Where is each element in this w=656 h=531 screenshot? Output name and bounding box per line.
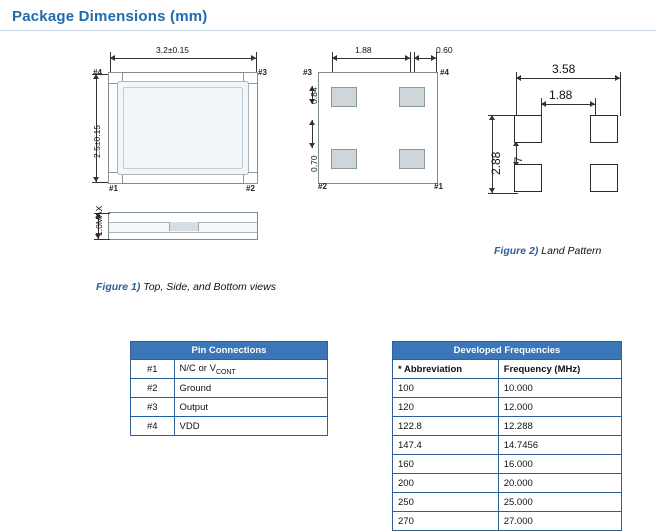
side-view-height-ext-bottom (94, 239, 110, 240)
freq-value: 14.7456 (498, 436, 621, 455)
freq-value: 10.000 (498, 379, 621, 398)
freq-abbreviation: 250 (393, 493, 499, 512)
figure1-caption-label: Figure 1) (96, 281, 141, 293)
pin-function-text: N/C or V (179, 362, 216, 374)
side-view-hatch (169, 222, 199, 231)
land-pad-bottom-right (590, 164, 618, 192)
table-row (393, 417, 622, 436)
bottom-view-padwidth-label: 0.60 (436, 45, 453, 55)
freq-abbreviation: 270 (393, 512, 499, 531)
land-pad-bottom-left (514, 164, 542, 192)
top-view-pin-label-2: #2 (246, 184, 255, 193)
bottom-view-pin-label-1: #1 (434, 182, 443, 191)
figure2-caption-text: Land Pattern (538, 245, 602, 257)
side-view-height-label: 1.0MAX (94, 205, 104, 236)
freq-abbreviation: 120 (393, 398, 499, 417)
table-row (393, 512, 622, 531)
freq-abbreviation: 147.4 (393, 436, 499, 455)
bottom-view-padgap-arrow-up (309, 120, 315, 125)
bottom-view-pad-2 (331, 149, 357, 169)
top-view-width-label: 3.2±0.15 (156, 45, 190, 55)
top-view-width-ext-right (256, 52, 257, 74)
table-row (393, 398, 622, 417)
pin-function: Ground (174, 379, 328, 398)
land-outer-width-ext-right (620, 72, 621, 116)
title-divider (0, 30, 656, 31)
pin-number: #3 (131, 398, 175, 417)
top-view-lid-inner (123, 87, 243, 169)
bottom-view-pin-label-2: #2 (318, 182, 327, 191)
land-outer-height-label: 2.88 (489, 151, 503, 175)
table-row (393, 455, 622, 474)
table-header-row (131, 342, 328, 360)
bottom-view-pitch-dimline (332, 58, 410, 59)
table-row (131, 417, 328, 436)
package-side-view (108, 212, 258, 240)
pin-number: #4 (131, 417, 175, 436)
land-pad-top-right (590, 115, 618, 143)
freq-table-header: Developed Frequencies (393, 342, 622, 360)
developed-frequencies-table (392, 341, 622, 531)
freq-abbreviation: 200 (393, 474, 499, 493)
table-row (393, 436, 622, 455)
pin-number: #1 (131, 360, 175, 379)
figure1-caption-text: Top, Side, and Bottom views (140, 281, 276, 293)
bottom-view-pitch-ext-right (410, 52, 411, 74)
bottom-view-pitch-ext-left (332, 52, 333, 74)
pin-function: Output (174, 398, 328, 417)
bottom-view-padwidth-ext-right (436, 52, 437, 74)
freq-abbreviation: 122.8 (393, 417, 499, 436)
table-header-row (393, 342, 622, 360)
freq-table-body (393, 360, 622, 531)
land-pad-top-left (514, 115, 542, 143)
top-view-lid (117, 81, 249, 175)
top-view-width-ext-left (110, 52, 111, 74)
land-pattern (490, 95, 620, 200)
top-view-pin-label-1: #1 (109, 184, 118, 193)
pin-function-subscript: CONT (215, 368, 236, 376)
bottom-view-pad-1 (399, 149, 425, 169)
bottom-view-padgap-label: 0.70 (309, 155, 319, 172)
freq-value: 27.000 (498, 512, 621, 531)
bottom-view-pad-4 (399, 87, 425, 107)
pin-connections-table (130, 341, 328, 436)
bottom-view-padheight-label: 0.84 (309, 87, 319, 104)
bottom-view-pin-label-3: #3 (303, 68, 312, 77)
package-top-view (108, 72, 258, 184)
table-row (131, 398, 328, 417)
freq-abbreviation: 160 (393, 455, 499, 474)
freq-col-abbreviation: * Abbreviation (393, 360, 499, 379)
table-row (393, 474, 622, 493)
bottom-view-padgap-arrow-down (309, 143, 315, 148)
package-bottom-view (318, 72, 438, 184)
top-view-pin-label-3: #3 (258, 68, 267, 77)
figure2-caption (494, 245, 601, 257)
table-row (393, 379, 622, 398)
figure2-caption-label: Figure 2) (494, 245, 539, 257)
table-row (131, 379, 328, 398)
pin-number: #2 (131, 379, 175, 398)
freq-value: 12.000 (498, 398, 621, 417)
freq-abbreviation: 100 (393, 379, 499, 398)
bottom-view-pad-3 (331, 87, 357, 107)
pin-function: VDD (174, 417, 328, 436)
land-outer-width-label: 3.58 (552, 62, 576, 76)
table-subheader-row (393, 360, 622, 379)
top-view-width-dimline (110, 58, 256, 59)
pin-function (174, 360, 328, 379)
top-view-height-label: 2.5±0.15 (92, 124, 102, 158)
freq-value: 20.000 (498, 474, 621, 493)
bottom-view-pin-label-4: #4 (440, 68, 449, 77)
land-outer-width-dimline (516, 78, 620, 79)
bottom-view-padwidth-ext-left (414, 52, 415, 74)
pin-table-body (131, 360, 328, 436)
table-row (393, 493, 622, 512)
figure1-caption (96, 281, 276, 293)
bottom-view-pitch-label: 1.88 (355, 45, 372, 55)
top-view-pin-label-4: #4 (93, 68, 102, 77)
table-row (131, 360, 328, 379)
land-inner-width-label: 1.88 (549, 88, 573, 102)
page-title: Package Dimensions (mm) (12, 8, 208, 25)
freq-col-frequency: Frequency (MHz) (498, 360, 621, 379)
freq-value: 16.000 (498, 455, 621, 474)
freq-value: 25.000 (498, 493, 621, 512)
freq-value: 12.288 (498, 417, 621, 436)
pin-table-header: Pin Connections (131, 342, 328, 360)
